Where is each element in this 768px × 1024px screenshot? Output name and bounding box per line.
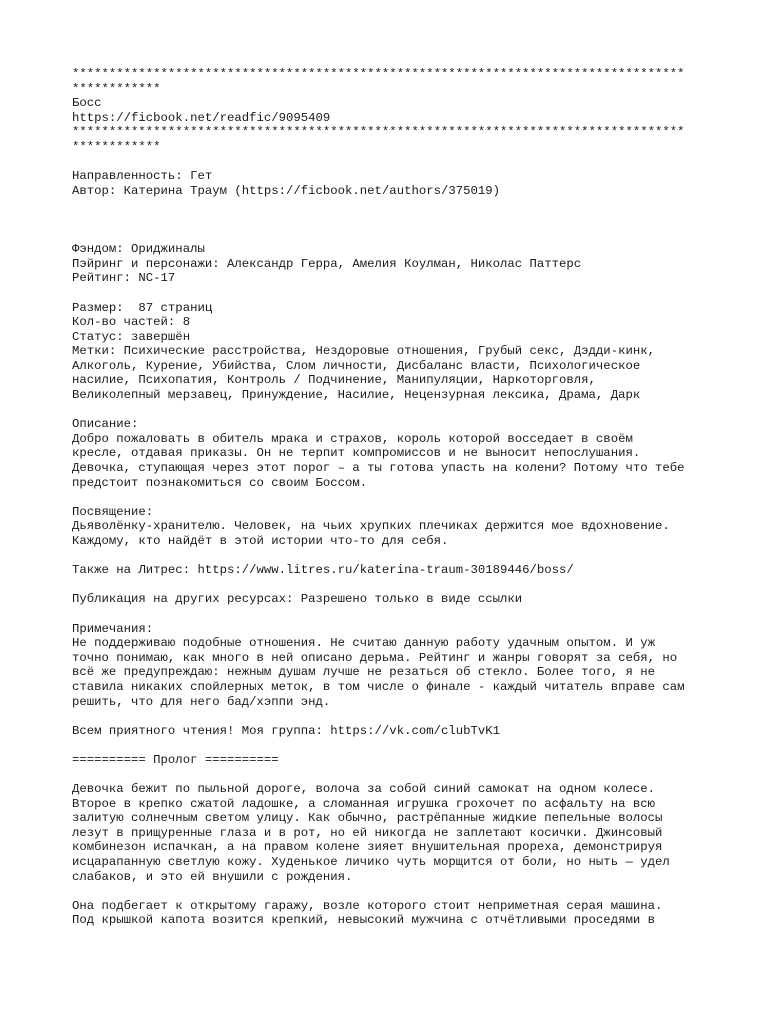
notes-line: ставила никаких спойлерных меток, в том числе о финале - каждый читатель вправе сам: [72, 679, 685, 694]
description-line: кресле, отдавая приказы. Он не терпит компромиссов и не выносит непослушания.: [72, 446, 641, 461]
blank-line: [72, 228, 732, 243]
description-line: Девочка, ступающая через этот порог – а ты готова упасть на колени? Потому что тебе: [72, 461, 685, 476]
notes-line: Не поддерживаю подобные отношения. Не считаю данную работу удачным опытом. И уж: [72, 636, 655, 651]
description-line: предстоит познакомиться со своим Боссом.: [72, 475, 368, 490]
publication-line: Публикация на других ресурсах: Разрешено только в виде ссылки: [72, 592, 523, 607]
litres-line: Также на Литрес: https://www.litres.ru/katerina-traum-30189446/boss/: [72, 563, 574, 578]
blank-line: [72, 213, 732, 228]
blank-line: [72, 578, 732, 593]
notes-heading: Примечания:: [72, 621, 154, 636]
story-line: лезут в прищуренные глаза и в рот, но ей никогда не заплетают косички. Джинсовый: [72, 825, 663, 840]
blank-line: [72, 490, 732, 505]
story-line: Девочка бежит по пыльной дороге, волоча за собой синий самокат на одном колесе.: [72, 782, 655, 797]
blank-line: [72, 607, 732, 622]
status-field: Статус: завершён: [72, 329, 191, 344]
separator-line: ***********************************************************************************: [72, 67, 685, 81]
notes-line: всё же предупреждаю: нежным душам лучше не резаться об стекло. Более того, я не: [72, 665, 655, 680]
story-line: слабаков, и это ей внушили с рождения.: [72, 869, 353, 884]
notes-line: точно понимаю, как много в ней описано дерьма. Рейтинг и жанры говорят за себя, но: [72, 650, 678, 665]
chapter-heading: ========== Пролог ==========: [72, 752, 279, 767]
group-line: Всем приятного чтения! Моя группа: https://vk.com/clubTvK1: [72, 723, 501, 738]
tags-line: Алкоголь, Курение, Убийства, Слом личности, Дисбаланс власти, Психологическое: [72, 358, 641, 373]
fandom-field: Фэндом: Ориджиналы: [72, 242, 205, 257]
blank-line: [72, 286, 732, 301]
author-field: Автор: Катерина Траум (https://ficbook.net/authors/375019): [72, 183, 501, 198]
blank-line: [72, 549, 732, 564]
dedication-heading: Посвящение:: [72, 504, 154, 519]
document-body: [72, 67, 732, 928]
blank-line: [72, 738, 732, 753]
pairing-field: Пэйринг и персонажи: Александр Герра, Амелия Коулман, Николас Паттерс: [72, 256, 582, 271]
size-field: Размер: 87 страниц: [72, 300, 213, 315]
dedication-line: Дьяволёнку-хранителю. Человек, на чьих хрупких плечиках держится мое вдохновение.: [72, 519, 670, 534]
separator-line: ************: [72, 81, 161, 96]
blank-line: [72, 198, 732, 213]
tags-line: Метки: Психические расстройства, Нездоровые отношения, Грубый секс, Дэдди-кинк,: [72, 344, 655, 359]
blank-line: [72, 768, 732, 783]
story-line: Она подбегает к открытому гаражу, возле которого стоит неприметная серая машина.: [72, 898, 663, 913]
tags-line: насилие, Психопатия, Контроль / Подчинение, Манипуляции, Наркоторговля,: [72, 373, 596, 388]
blank-line: [72, 709, 732, 724]
story-line: комбинезон испачкан, а на правом колене зияет внушительная прореха, демонстрируя: [72, 840, 663, 855]
tags-line: Великолепный мерзавец, Принуждение, Насилие, Нецензурная лексика, Драма, Дарк: [72, 388, 641, 403]
separator-line: ***********************************************************************************: [72, 125, 685, 140]
work-url: https://ficbook.net/readfic/9095409: [72, 110, 331, 125]
rating-field: Рейтинг: NC-17: [72, 271, 176, 286]
work-title: Босс: [72, 96, 102, 111]
separator-line: ************: [72, 139, 161, 154]
notes-line: решить, что для него бад/хэппи энд.: [72, 694, 331, 709]
story-line: Второе в крепко сжатой ладошке, а сломанная игрушка грохочет по асфальту на всю: [72, 796, 655, 811]
parts-count-field: Кол-во частей: 8: [72, 315, 191, 330]
blank-line: [72, 884, 732, 899]
blank-line: [72, 155, 732, 170]
story-line: залитую солнечным светом улицу. Как обычно, растрёпанные жидкие пепельные волосы: [72, 811, 663, 826]
description-line: Добро пожаловать в обитель мрака и страхов, король которой восседает в своём: [72, 431, 633, 446]
description-heading: Описание:: [72, 417, 139, 432]
direction-field: Направленность: Гет: [72, 169, 213, 184]
story-line: Под крышкой капота возится крепкий, невысокий мужчина с отчётливыми проседями в: [72, 913, 655, 928]
blank-line: [72, 403, 732, 418]
dedication-line: Каждому, кто найдёт в этой истории что-то для себя.: [72, 534, 449, 548]
story-line: исцарапанную светлую кожу. Худенькое личико чуть морщится от боли, но ныть — удел: [72, 855, 670, 870]
